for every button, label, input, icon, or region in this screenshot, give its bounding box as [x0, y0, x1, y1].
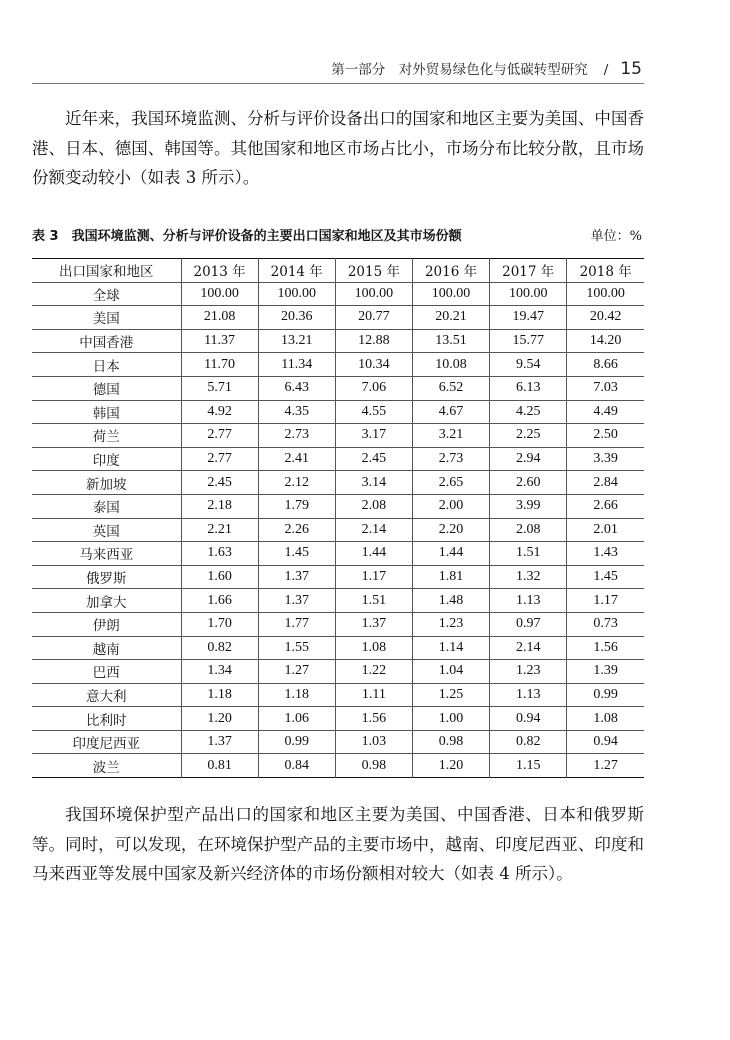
share-cell: 1.27 — [567, 754, 644, 778]
share-cell: 0.94 — [567, 730, 644, 754]
table-row — [32, 754, 644, 778]
share-cell: 1.45 — [567, 565, 644, 589]
share-cell: 2.45 — [181, 471, 258, 495]
running-title: 第一部分 对外贸易绿色化与低碳转型研究 — [331, 62, 588, 78]
column-header: 出口国家和地区 — [32, 259, 181, 283]
column-header: 2013 年 — [181, 259, 258, 283]
share-cell: 1.20 — [412, 754, 489, 778]
header-rule — [32, 83, 644, 84]
share-cell: 20.77 — [335, 306, 412, 330]
share-cell: 0.82 — [490, 730, 567, 754]
column-header: 2014 年 — [258, 259, 335, 283]
share-cell: 1.06 — [258, 707, 335, 731]
share-cell: 2.08 — [335, 494, 412, 518]
share-cell: 9.54 — [490, 353, 567, 377]
share-cell: 2.94 — [490, 447, 567, 471]
table-row — [32, 447, 644, 471]
share-cell: 2.45 — [335, 447, 412, 471]
share-cell: 1.63 — [181, 542, 258, 566]
share-cell: 2.65 — [412, 471, 489, 495]
region-cell: 日本 — [32, 353, 181, 377]
share-cell: 0.84 — [258, 754, 335, 778]
table-row — [32, 494, 644, 518]
share-cell: 1.44 — [335, 542, 412, 566]
share-cell: 4.55 — [335, 400, 412, 424]
region-cell: 比利时 — [32, 707, 181, 731]
share-cell: 1.48 — [412, 589, 489, 613]
share-cell: 6.43 — [258, 376, 335, 400]
share-cell: 1.00 — [412, 707, 489, 731]
region-cell: 美国 — [32, 306, 181, 330]
share-cell: 0.94 — [490, 707, 567, 731]
column-header: 2015 年 — [335, 259, 412, 283]
share-cell: 3.14 — [335, 471, 412, 495]
share-cell: 2.21 — [181, 518, 258, 542]
table-row — [32, 353, 644, 377]
share-cell: 2.77 — [181, 447, 258, 471]
region-cell: 巴西 — [32, 660, 181, 684]
table-unit: 单位：% — [590, 229, 642, 244]
share-cell: 12.88 — [335, 329, 412, 353]
share-cell: 0.99 — [258, 730, 335, 754]
share-cell: 2.20 — [412, 518, 489, 542]
share-cell: 1.15 — [490, 754, 567, 778]
share-cell: 13.51 — [412, 329, 489, 353]
share-cell: 100.00 — [258, 282, 335, 306]
share-cell: 11.37 — [181, 329, 258, 353]
share-cell: 1.17 — [567, 589, 644, 613]
region-cell: 波兰 — [92, 759, 120, 776]
share-cell: 1.56 — [567, 636, 644, 660]
share-cell: 1.55 — [258, 636, 335, 660]
region-cell: 俄罗斯 — [32, 565, 181, 589]
running-header — [331, 58, 642, 79]
table-row — [32, 518, 644, 542]
share-cell: 3.21 — [412, 424, 489, 448]
region-cell: 德国 — [32, 376, 181, 400]
share-cell: 0.98 — [335, 754, 412, 778]
share-cell: 1.18 — [258, 683, 335, 707]
share-cell: 1.04 — [412, 660, 489, 684]
share-cell: 1.81 — [412, 565, 489, 589]
share-cell: 0.73 — [567, 612, 644, 636]
region-cell: 韩国 — [32, 400, 181, 424]
share-cell: 1.03 — [335, 730, 412, 754]
share-cell: 4.25 — [490, 400, 567, 424]
share-cell: 10.08 — [412, 353, 489, 377]
share-cell: 1.37 — [335, 612, 412, 636]
share-cell: 1.44 — [412, 542, 489, 566]
share-cell: 1.56 — [335, 707, 412, 731]
table-row — [32, 306, 644, 330]
share-cell: 14.20 — [567, 329, 644, 353]
header-separator: / — [603, 62, 609, 78]
share-cell: 1.66 — [181, 589, 258, 613]
column-header: 2016 年 — [412, 259, 489, 283]
region-cell: 新加坡 — [32, 471, 181, 495]
share-cell: 11.70 — [181, 353, 258, 377]
share-cell: 1.27 — [258, 660, 335, 684]
share-cell: 1.34 — [181, 660, 258, 684]
table-row — [32, 730, 644, 754]
share-cell: 2.77 — [181, 424, 258, 448]
share-cell: 10.34 — [335, 353, 412, 377]
share-cell: 2.01 — [567, 518, 644, 542]
share-cell: 100.00 — [181, 282, 258, 306]
share-cell: 19.47 — [490, 306, 567, 330]
share-cell: 2.73 — [412, 447, 489, 471]
region-cell: 全球 — [32, 282, 181, 306]
share-cell: 2.26 — [258, 518, 335, 542]
column-header: 2018 年 — [567, 259, 644, 283]
share-cell: 1.60 — [181, 565, 258, 589]
share-cell: 20.21 — [412, 306, 489, 330]
table-row — [32, 376, 644, 400]
region-cell: 中国香港 — [32, 329, 181, 353]
share-cell: 1.14 — [412, 636, 489, 660]
table-title: 表 3 我国环境监测、分析与评价设备的主要出口国家和地区及其市场份额 — [32, 229, 462, 244]
table-body — [32, 282, 644, 777]
share-cell: 21.08 — [181, 306, 258, 330]
share-cell: 1.37 — [258, 589, 335, 613]
share-cell: 1.18 — [181, 683, 258, 707]
share-cell: 15.77 — [490, 329, 567, 353]
table-row — [32, 471, 644, 495]
share-cell: 1.08 — [335, 636, 412, 660]
share-cell: 5.71 — [181, 376, 258, 400]
table-row — [32, 329, 644, 353]
share-cell: 0.97 — [490, 612, 567, 636]
share-cell: 4.35 — [258, 400, 335, 424]
region-cell: 印度尼西亚 — [32, 730, 181, 754]
share-cell: 1.51 — [490, 542, 567, 566]
share-cell: 4.67 — [412, 400, 489, 424]
share-cell: 6.52 — [412, 376, 489, 400]
share-cell: 100.00 — [335, 282, 412, 306]
share-cell: 1.37 — [181, 730, 258, 754]
market-share-table — [32, 258, 644, 778]
share-cell: 13.21 — [258, 329, 335, 353]
share-cell: 3.99 — [490, 494, 567, 518]
share-cell: 100.00 — [490, 282, 567, 306]
share-cell: 2.00 — [412, 494, 489, 518]
share-cell: 2.14 — [490, 636, 567, 660]
page-number: 15 — [620, 59, 642, 79]
share-cell: 1.25 — [412, 683, 489, 707]
share-cell: 1.32 — [490, 565, 567, 589]
table-row — [32, 660, 644, 684]
table-row — [32, 565, 644, 589]
table-header-row — [32, 259, 644, 283]
share-cell: 1.23 — [490, 660, 567, 684]
region-cell: 伊朗 — [32, 612, 181, 636]
share-cell: 20.42 — [567, 306, 644, 330]
table-row — [32, 282, 644, 306]
share-cell: 1.13 — [490, 683, 567, 707]
share-cell: 2.12 — [258, 471, 335, 495]
share-cell: 2.18 — [181, 494, 258, 518]
share-cell: 100.00 — [412, 282, 489, 306]
share-cell: 1.23 — [412, 612, 489, 636]
share-cell: 11.34 — [258, 353, 335, 377]
region-cell: 荷兰 — [32, 424, 181, 448]
share-cell: 1.45 — [258, 542, 335, 566]
share-cell: 1.20 — [181, 707, 258, 731]
share-cell: 4.49 — [567, 400, 644, 424]
share-cell: 2.73 — [258, 424, 335, 448]
share-cell: 2.41 — [258, 447, 335, 471]
table-row — [32, 424, 644, 448]
share-cell: 1.70 — [181, 612, 258, 636]
closing-paragraph: 我国环境保护型产品出口的国家和地区主要为美国、中国香港、日本和俄罗斯等。同时，可以发现，在环境保护型产品的主要市场中，越南、印度尼西亚、印度和马来西亚等发展中国家及新兴经济体的市场份额相对较大（如表 4 所示）。 — [32, 805, 644, 883]
region-cell: 越南 — [32, 636, 181, 660]
share-cell: 2.14 — [335, 518, 412, 542]
share-cell: 20.36 — [258, 306, 335, 330]
region-cell: 马来西亚 — [32, 542, 181, 566]
share-cell: 0.98 — [412, 730, 489, 754]
table-row — [32, 400, 644, 424]
table-row — [32, 683, 644, 707]
share-cell: 2.25 — [490, 424, 567, 448]
share-cell: 3.39 — [567, 447, 644, 471]
region-cell: 意大利 — [32, 683, 181, 707]
share-cell: 6.13 — [490, 376, 567, 400]
share-cell: 0.99 — [567, 683, 644, 707]
share-cell: 2.84 — [567, 471, 644, 495]
region-cell: 印度 — [32, 447, 181, 471]
share-cell: 0.81 — [181, 754, 258, 778]
share-cell: 100.00 — [567, 282, 644, 306]
share-cell: 2.66 — [567, 494, 644, 518]
share-cell: 0.82 — [181, 636, 258, 660]
table-row — [32, 589, 644, 613]
share-cell: 4.92 — [181, 400, 258, 424]
share-cell: 2.08 — [490, 518, 567, 542]
share-cell: 2.60 — [490, 471, 567, 495]
share-cell: 2.50 — [567, 424, 644, 448]
table-row — [32, 612, 644, 636]
share-cell: 1.08 — [567, 707, 644, 731]
share-cell: 8.66 — [567, 353, 644, 377]
share-cell: 1.22 — [335, 660, 412, 684]
share-cell: 3.17 — [335, 424, 412, 448]
table-row — [32, 636, 644, 660]
column-header: 2017 年 — [490, 259, 567, 283]
share-cell: 1.17 — [335, 565, 412, 589]
share-cell: 1.77 — [258, 612, 335, 636]
share-cell: 1.51 — [335, 589, 412, 613]
share-cell: 1.11 — [335, 683, 412, 707]
share-cell: 1.79 — [258, 494, 335, 518]
intro-paragraph: 近年来，我国环境监测、分析与评价设备出口的国家和地区主要为美国、中国香港、日本、德国、韩国等。其他国家和地区市场占比小，市场分布比较分散，且市场份额变动较小（如表 3 所示）。 — [32, 109, 644, 187]
share-cell: 1.39 — [567, 660, 644, 684]
table-caption — [32, 225, 644, 244]
table-row — [32, 542, 644, 566]
share-cell: 7.03 — [567, 376, 644, 400]
region-cell: 加拿大 — [32, 589, 181, 613]
region-cell: 泰国 — [32, 494, 181, 518]
share-cell: 1.13 — [490, 589, 567, 613]
region-cell: 英国 — [32, 518, 181, 542]
share-cell: 1.43 — [567, 542, 644, 566]
share-cell: 1.37 — [258, 565, 335, 589]
share-cell: 7.06 — [335, 376, 412, 400]
table-row — [32, 707, 644, 731]
